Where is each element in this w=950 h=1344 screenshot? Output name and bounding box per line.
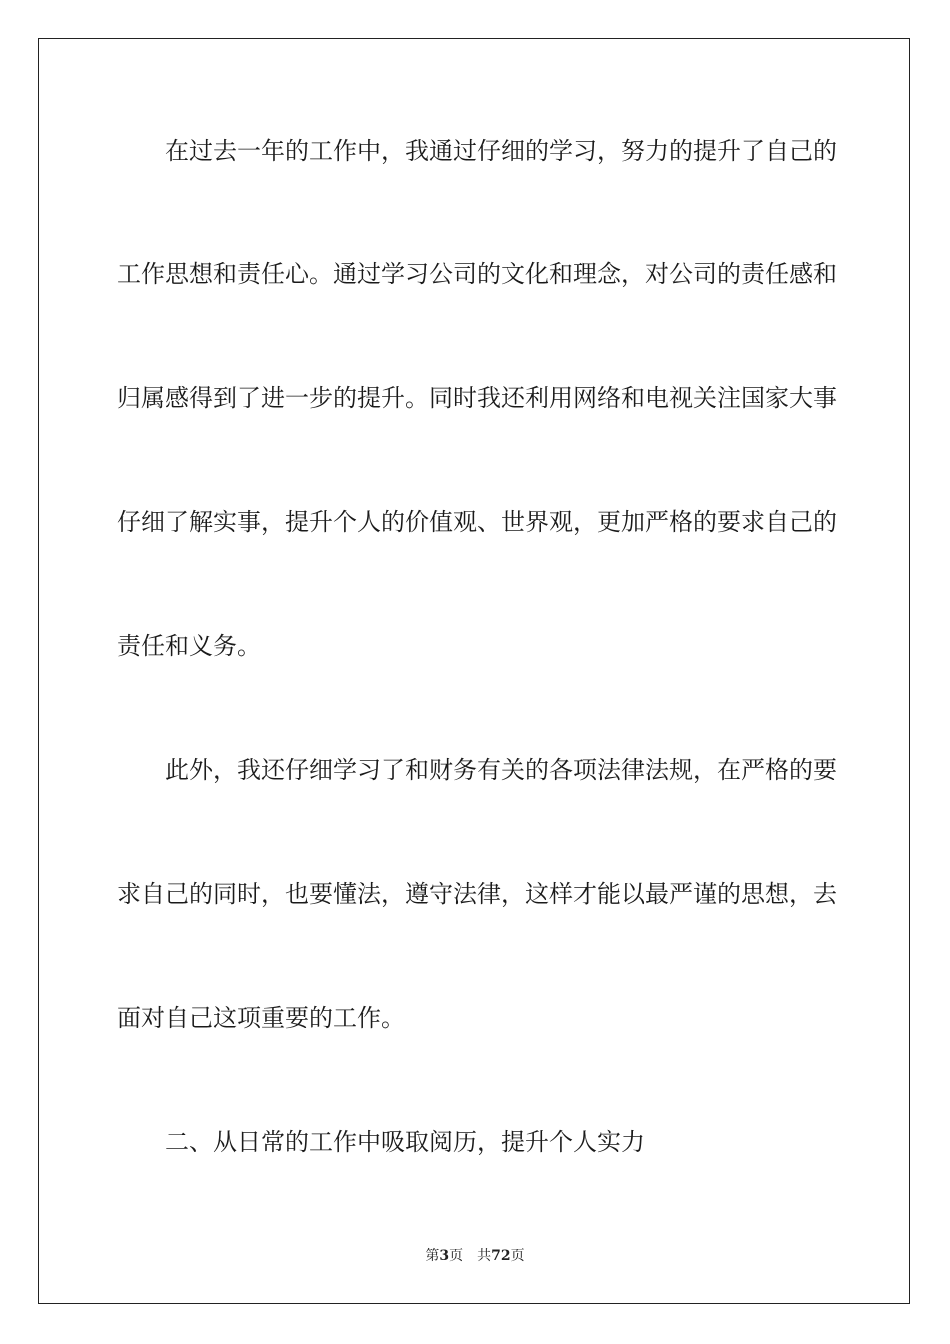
paragraph-2-line-1: 此外，我还仔细学习了和财务有关的各项法律法规，在严格的要 <box>165 756 837 784</box>
paragraph-2-line-2: 求自己的同时，也要懂法，遵守法律，这样才能以最严谨的思想，去 <box>117 880 837 908</box>
total-prefix: 共 <box>477 1248 492 1264</box>
page-suffix: 页 <box>449 1248 464 1264</box>
page-footer <box>0 1246 950 1266</box>
paragraph-2-line-3: 面对自己这项重要的工作。 <box>117 1004 405 1032</box>
section-heading: 二、从日常的工作中吸取阅历，提升个人实力 <box>165 1128 645 1156</box>
paragraph-1-line-2: 工作思想和责任心。通过学习公司的文化和理念，对公司的责任感和 <box>117 260 837 288</box>
page-prefix: 第 <box>425 1248 440 1264</box>
paragraph-1-line-3: 归属感得到了进一步的提升。同时我还利用网络和电视关注国家大事 <box>117 384 837 412</box>
paragraph-1-line-1: 在过去一年的工作中，我通过仔细的学习，努力的提升了自己的 <box>165 137 837 165</box>
page-number: 3 <box>439 1248 450 1264</box>
total-pages: 72 <box>491 1248 511 1264</box>
paragraph-1-line-4: 仔细了解实事，提升个人的价值观、世界观，更加严格的要求自己的 <box>117 508 837 536</box>
paragraph-1-line-5: 责任和义务。 <box>117 632 261 660</box>
page-border <box>38 38 910 1304</box>
total-suffix: 页 <box>510 1248 525 1264</box>
